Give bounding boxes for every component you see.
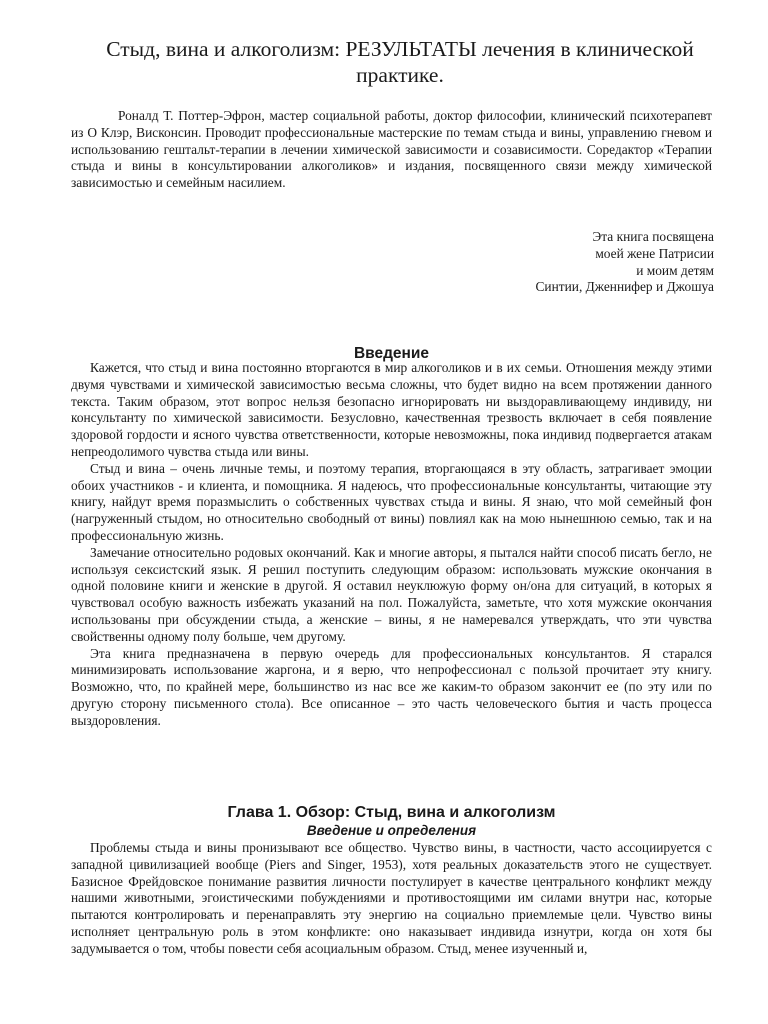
intro-paragraph: Эта книга предназначена в первую очередь для профессиональных консультантов. Я старался минимизировать использование жаргона, и я верю, что непрофессионал с пользой прочитает эту книгу. Возможно, что, по крайней мере, большинство из нас все же каким-то образом закончит ее (по эту или по другую сторону письменного стола). Все описанное – это часть человеческого бытия и часть процесса выздоровления. xyxy=(71,645,712,728)
dedication-line: моей жене Патрисии xyxy=(595,245,714,261)
intro-section xyxy=(71,360,712,730)
chapter-section xyxy=(71,840,712,958)
chapter-subheading: Введение и определения xyxy=(306,823,477,838)
intro-paragraph: Стыд и вина – очень личные темы, и поэтому терапия, вторгающаяся в эту область, затрагивает эмоции обоих участников - и клиента, и помощника. Я надеюсь, что профессиональные консультанты, читающие эту книгу, найдут время поразмыслить о собственных чувствах стыда и вины. Я знаю, что мой семейный фон (нагруженный стыдом, но относительно свободный от вины) повлиял как на мою нынешнюю семью, так и на профессиональную жизнь. xyxy=(71,460,712,543)
dedication-line: и моим детям xyxy=(636,262,714,278)
chapter-heading: Глава 1. Обзор: Стыд, вина и алкоголизм xyxy=(227,804,556,821)
intro-paragraph: Замечание относительно родовых окончаний. Как и многие авторы, я пытался найти способ писать бегло, не используя сексистский язык. Я решил поступить следующим образом: использовать мужские окончания в одной половине книги и женские в другой. Я оставил неуклюжую форму он/она для ситуаций, в которых я чувствовал особую важность избежать указаний на пол. Пожалуйста, заметьте, что хотя мужские окончания использованы при обсуждении стыда, а женские – вины, я не намеревался утверждать, что эти чувства свойственны одному полу больше, чем другому. xyxy=(71,544,712,644)
author-bio: Роналд Т. Поттер-Эфрон, мастер социальной работы, доктор философии, клинический психотерапевт из О Клэр, Висконсин. Проводит профессиональные мастерские по темам стыда и вины, управлению гневом и использованию гештальт-терапии в лечении химической зависимости и созависимости. Соредактор «Терапии стыда и вины в консультировании алкоголиков» и издания, посвященного связи между химической зависимостью и семейным насилием. xyxy=(71,108,712,191)
document-title: Стыд, вина и алкоголизм: РЕЗУЛЬТАТЫ лечения в клинической практике. xyxy=(106,37,694,87)
dedication-line: Эта книга посвящена xyxy=(592,229,714,244)
intro-heading: Введение xyxy=(353,345,430,362)
dedication xyxy=(354,229,714,296)
chapter-paragraph: Проблемы стыда и вины пронизывают все общество. Чувство вины, в частности, часто ассоциируется с западной цивилизацией вообще (Piers and Singer, 1953), хотя реальных доказательств этого не существует. Базисное Фрейдовское понимание развития личности постулирует в качестве центрального конфликт между нашими животными, эгоистическими побуждениями и противостоящими им силами внутри нас, которые пытаются контролировать и перенаправлять эту энергию на социально приемлемые цели. Чувство вины исполняет центральную роль в этом конфликте: оно наказывает индивида изнутри, когда он хотя бы задумывается о том, чтобы повести себя асоциальным образом. Стыд, менее изученный и, xyxy=(71,840,712,956)
dedication-line: Синтии, Дженнифер и Джошуа xyxy=(535,279,714,295)
intro-paragraph: Кажется, что стыд и вина постоянно вторгаются в мир алкоголиков и в их семьи. Отношения между этими двумя чувствами и химической зависимостью весьма сложны, что будет видно на всем протяжении данного текста. Таким образом, этот вопрос нельзя безопасно игнорировать ни выздоравливающему индивиду, ни консультанту по химической зависимости. Безусловно, качественная трезвость включает в себя появление здоровой гордости и ясного чувства ответственности, которые невозможны, пока индивид подвергается атакам непреодолимого чувства стыда или вины. xyxy=(71,360,712,459)
